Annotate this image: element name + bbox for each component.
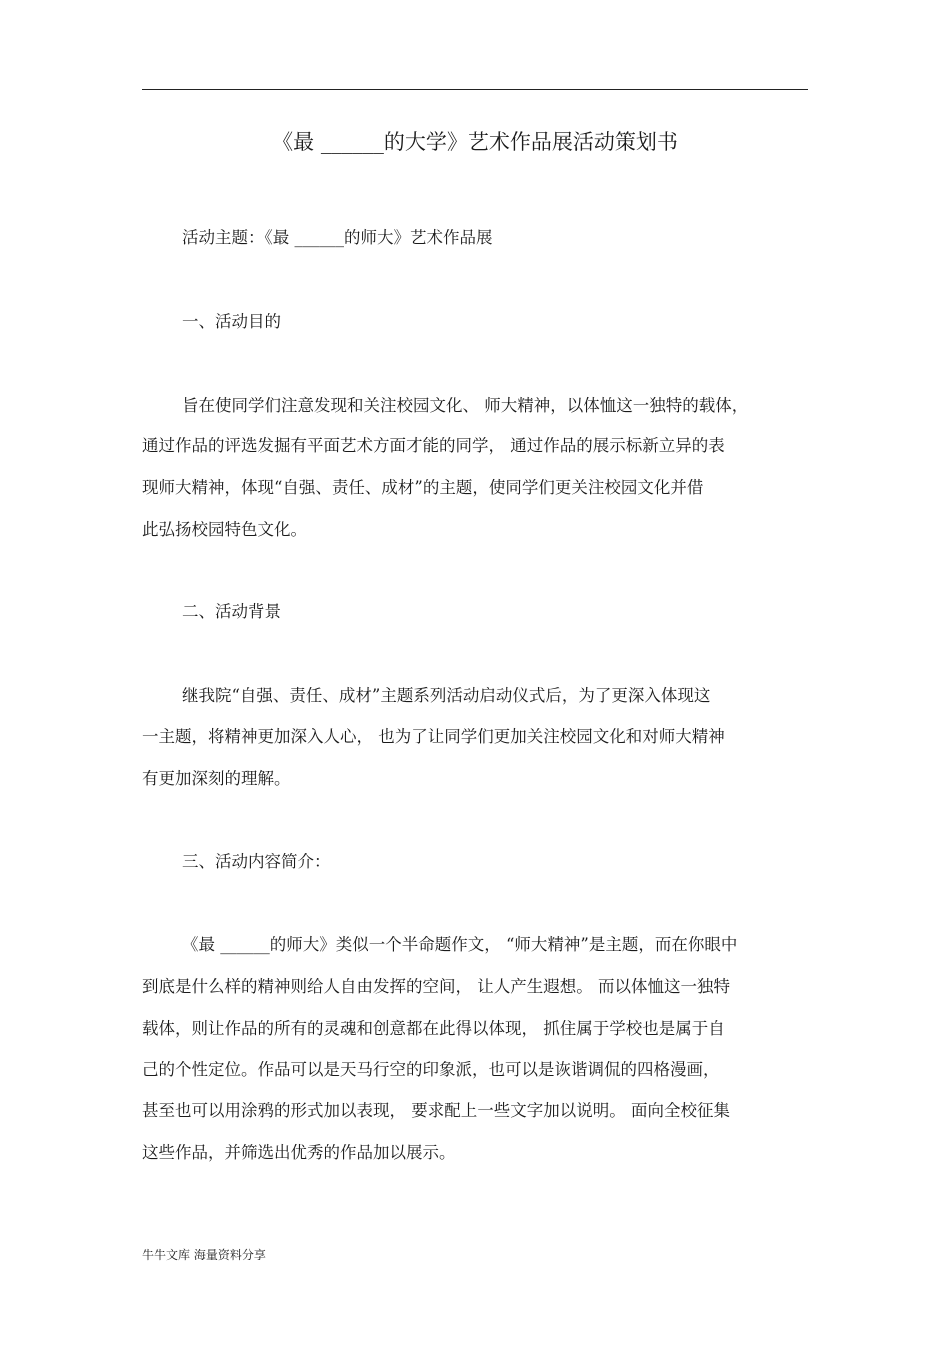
paragraph-line: 一主题，将精神更加深入人心， 也为了让同学们更加关注校园文化和对师大精神: [142, 727, 725, 746]
paragraph-line: 到底是什么样的精神则给人自由发挥的空间， 让人产生遐想。 而以体恤这一独特: [142, 977, 730, 996]
paragraph-line: 此弘扬校园特色文化。: [142, 520, 307, 539]
paragraph-line: 载体，则让作品的所有的灵魂和创意都在此得以体现， 抓住属于学校也是属于自: [142, 1019, 725, 1038]
paragraph-line: 这些作品，并筛选出优秀的作品加以展示。: [142, 1143, 456, 1162]
paragraph-line: 《最 ______的师大》类似一个半命题作文， “师大精神”是主题，而在你眼中: [182, 935, 738, 954]
footer-text: 牛牛文库 海量资料分享: [142, 1248, 266, 1262]
activity-theme: 活动主题：《最 ______的师大》艺术作品展: [182, 228, 493, 247]
document-title: 《最 ______的大学》艺术作品展活动策划书: [272, 130, 678, 154]
section-heading-background: 二、活动背景: [182, 602, 281, 621]
paragraph-line: 己的个性定位。作品可以是天马行空的印象派，也可以是诙谐调侃的四格漫画，: [142, 1060, 720, 1079]
paragraph-line: 继我院“自强、责任、成材”主题系列活动启动仪式后，为了更深入体现这: [182, 686, 711, 705]
section-heading-content: 三、活动内容简介：: [182, 852, 331, 871]
paragraph-line: 甚至也可以用涂鸦的形式加以表现， 要求配上一些文字加以说明。 面向全校征集: [142, 1101, 730, 1120]
paragraph-line: 旨在使同学们注意发现和关注校园文化、 师大精神，以体恤这一独特的载体，: [182, 396, 749, 415]
paragraph-line: 现师大精神，体现“自强、责任、成材”的主题，使同学们更关注校园文化并借: [142, 478, 704, 497]
paragraph-line: 通过作品的评选发掘有平面艺术方面才能的同学， 通过作品的展示标新立异的表: [142, 436, 725, 455]
paragraph-line: 有更加深刻的理解。: [142, 769, 291, 788]
header-rule: [142, 89, 808, 90]
section-heading-purpose: 一、活动目的: [182, 312, 281, 331]
